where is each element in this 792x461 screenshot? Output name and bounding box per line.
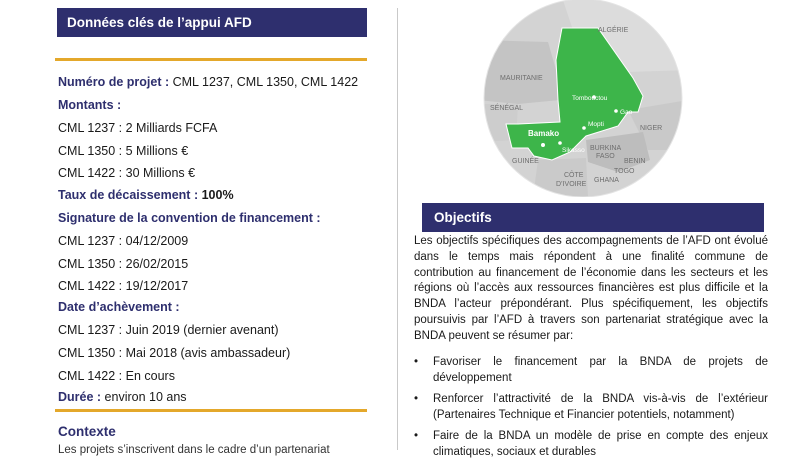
bullet-dot: • [414,393,419,405]
objective-bullet-text: Faire de la BNDA un modèle de prise en compte des enjeux climatiques, sociaux et durables [433,430,768,458]
duration-label: Durée : [58,390,102,404]
map-label: MAURITANIE [500,75,543,82]
map-label: NIGER [640,125,663,132]
context-title: Contexte [58,424,116,439]
duration-value: environ 10 ans [101,390,187,404]
amounts-label: Montants : [58,98,122,112]
map-label: BENIN [624,158,646,165]
map-label: GUINÉE [512,158,539,165]
project-number-line [58,74,358,90]
map-label: ALGÉRIE [598,27,629,34]
objective-bullet-text: Favoriser le financement par la BNDA de projets de développement [433,356,768,384]
completion-item: CML 1237 : Juin 2019 (dernier avenant) [58,323,279,337]
city-label: Gao [620,109,633,116]
city-label: Tombouctou [572,95,608,102]
disbursement-value: 100% [201,188,234,202]
signature-item: CML 1422 : 19/12/2017 [58,279,189,293]
city-dot [558,141,562,145]
map-label: D’IVOIRE [556,181,587,188]
project-number-value: CML 1237, CML 1350, CML 1422 [169,75,359,89]
city-dot [541,143,545,147]
bullet-dot: • [414,430,419,442]
map-label: GHANA [594,177,619,184]
context-text: Les projets s’inscrivent dans le cadre d’un partenariat [58,444,330,456]
completion-item: CML 1422 : En cours [58,369,175,383]
key-data-header: Données clés de l’appui AFD [57,8,367,37]
signature-label: Signature de la convention de financement : [58,211,321,225]
gold-divider-bottom [55,409,367,412]
map-label: FASO [596,153,615,160]
signature-item: CML 1237 : 04/12/2009 [58,234,189,248]
city-label: Bamako [528,129,560,138]
signature-item: CML 1350 : 26/02/2015 [58,257,189,271]
mauritania-shape [478,40,560,104]
city-label: Sikasso [562,147,585,154]
city-dot [582,126,586,130]
city-dot [614,109,618,113]
completion-item: CML 1350 : Mai 2018 (avis ambassadeur) [58,346,291,360]
gold-divider-top [55,58,367,61]
completion-label: Date d’achèvement : [58,300,180,314]
amount-item: CML 1422 : 30 Millions € [58,166,196,180]
map-label: TOGO [614,168,635,175]
column-divider [397,8,398,450]
mali-map [478,0,688,197]
objective-bullet [414,355,768,387]
amount-item: CML 1237 : 2 Milliards FCFA [58,121,218,135]
map-label: SÉNÉGAL [490,105,524,112]
objectives-paragraph: Les objectifs spécifiques des accompagnements de l’AFD ont évolué dans le temps mais répondent à une finalité commune de contribution au financement de l’économie dans les secteurs et les régions où l’accès aux ressources financières est plus difficile et la BNDA l’acteur prépondérant. Plus spécifiquement, les objectifs poursuivis par l’AFD à travers son partenariat stratégique avec la BNDA peuvent se résumer par: [414,235,768,342]
duration-line [58,389,187,405]
amount-item: CML 1350 : 5 Millions € [58,144,189,158]
objective-bullet [414,392,768,424]
city-label: Mopti [588,121,604,128]
bullet-dot: • [414,356,419,368]
disbursement-label: Taux de décaissement : [58,188,199,202]
objective-bullet-text: Renforcer l’attractivité de la BNDA vis-à-vis de l’extérieur (Partenaires Technique et Financier potentiels, notamment) [433,393,768,421]
objectives-header: Objectifs [422,203,764,232]
project-number-label: Numéro de projet : [58,75,170,89]
map-label: CÔTE [564,172,584,179]
disbursement-line [58,187,234,203]
map-label: BURKINA [590,145,622,152]
objective-bullet [414,429,768,461]
